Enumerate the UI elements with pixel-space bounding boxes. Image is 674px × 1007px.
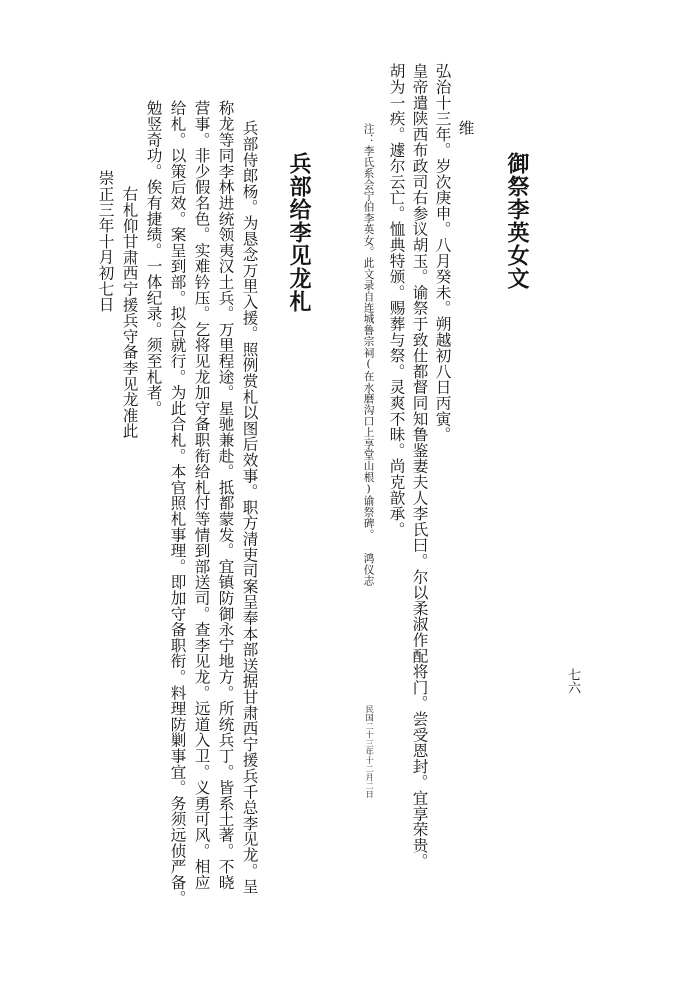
doc2-line-1: 兵部侍郎杨。为恳念万里入援。照例赏札以图后效事。职方清吏司案呈奉本部送据甘肃西宁援兵千总李见龙。呈	[240, 120, 259, 895]
doc1-note: 注：李氏系会宁伯李英女。此文录自连城鲁宗祠(在水磨沟口上享堂山根)谕祭碑。 鸿仪志	[362, 123, 375, 587]
doc2-line-2: 称龙等同李林进统领夷汉土兵。万里程途。星驰兼赴。抵都蒙发。宜镇防御永宁地方。所统兵丁。皆系土著。不晓	[216, 100, 235, 890]
doc2-line-3: 营事。非少假名色。实难钤压。乞将见龙加守备职衔给札付等情到部送司。查李见龙。远道入卫。义勇可风。相应	[192, 100, 211, 890]
doc2-title: 兵部给李见龙札	[286, 152, 312, 313]
doc2-line-5: 勉竖奇功。俟有捷绩。一体纪录。须至札者。	[144, 100, 163, 416]
doc1-title: 御祭李英女文	[504, 152, 530, 290]
doc2-line-6: 右札仰甘肃西宁援兵守备李见龙准此	[120, 186, 139, 439]
doc2-line-4: 给札。以策后效。案呈到部。拟合就行。为此合札。本官照札事理。即加守备职衔。料理防剿事宜。务须远侦严备。	[168, 100, 187, 906]
doc1-note-date: 民国二十三年十二月二日	[365, 705, 376, 799]
doc2-line-7: 崇正三年十月初七日	[96, 170, 115, 313]
doc1-line-3: 皇帝遣陕西布政司右参议胡玉。谕祭于致仕都督同知鲁鉴妻夫人李氏曰。尔以柔淑作配将门。尝受恩封。宜享荣贵。	[410, 63, 429, 869]
doc1-line-1: 维	[456, 120, 475, 136]
doc1-line-4: 胡为一疾。遽尔云亡。恤典特颁。赐葬与祭。灵爽不昧。尚克歆承。	[387, 63, 406, 537]
doc1-line-2: 弘治十三年。岁次庚申。八月癸未。朔越初八日丙寅。	[433, 63, 452, 443]
page-number: 七六	[565, 668, 580, 694]
